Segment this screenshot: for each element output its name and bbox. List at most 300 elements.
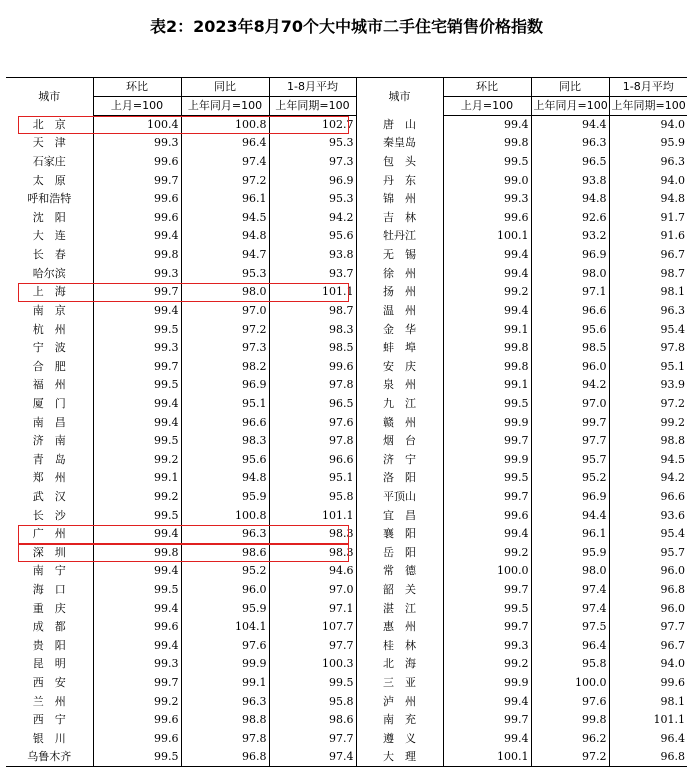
city-cell: 三 亚 — [356, 674, 443, 693]
index-cell: 94.0 — [609, 116, 687, 135]
city-cell: 大 理 — [356, 748, 443, 767]
index-cell: 94.8 — [609, 190, 687, 209]
index-cell: 97.7 — [269, 637, 356, 656]
index-cell: 94.4 — [531, 116, 609, 135]
index-cell: 94.5 — [609, 450, 687, 469]
index-cell: 94.5 — [181, 209, 269, 228]
index-cell: 99.3 — [443, 637, 531, 656]
index-cell: 99.8 — [443, 357, 531, 376]
index-cell: 98.7 — [269, 302, 356, 321]
index-cell: 99.7 — [93, 283, 181, 302]
table-row — [6, 302, 687, 321]
header-mom-right: 环比 — [443, 78, 531, 97]
city-cell: 济 宁 — [356, 450, 443, 469]
index-cell: 95.7 — [609, 544, 687, 563]
index-cell: 99.7 — [93, 357, 181, 376]
city-cell: 无 锡 — [356, 246, 443, 265]
city-cell: 平顶山 — [356, 488, 443, 507]
index-cell: 99.4 — [93, 227, 181, 246]
index-cell: 94.7 — [181, 246, 269, 265]
index-cell: 96.6 — [181, 413, 269, 432]
index-cell: 97.0 — [531, 395, 609, 414]
index-cell: 99.1 — [93, 469, 181, 488]
city-cell: 天 津 — [32, 136, 66, 150]
city-cell: 济 南 — [32, 434, 66, 448]
table-row — [6, 116, 687, 135]
city-cell: 宜 昌 — [356, 506, 443, 525]
table-row — [6, 227, 687, 246]
index-cell: 99.6 — [93, 209, 181, 228]
index-cell: 94.2 — [609, 469, 687, 488]
city-cell: 深 圳 — [32, 545, 66, 559]
city-cell: 合 肥 — [32, 359, 66, 373]
table-row — [6, 655, 687, 674]
index-cell: 100.8 — [181, 116, 269, 135]
city-cell: 唐 山 — [356, 116, 443, 135]
city-cell: 扬 州 — [356, 283, 443, 302]
header-mom-base-left: 上月=100 — [93, 97, 181, 116]
table-title: 表2：2023年8月70个大中城市二手住宅销售价格指数 — [149, 17, 544, 36]
header-yoy-base-left: 上年同月=100 — [181, 97, 269, 116]
index-cell: 95.7 — [531, 450, 609, 469]
index-cell: 99.3 — [93, 655, 181, 674]
index-cell: 96.0 — [609, 562, 687, 581]
city-cell: 贵 阳 — [32, 638, 66, 652]
index-cell: 97.2 — [181, 171, 269, 190]
index-cell: 98.5 — [269, 339, 356, 358]
index-cell: 95.2 — [531, 469, 609, 488]
index-cell: 101.1 — [269, 506, 356, 525]
index-cell: 99.3 — [93, 134, 181, 153]
index-cell: 96.8 — [609, 748, 687, 767]
header-yoy-left: 同比 — [181, 78, 269, 97]
table-row — [6, 376, 687, 395]
index-cell: 97.1 — [269, 599, 356, 618]
city-cell: 郑 州 — [32, 471, 66, 485]
city-cell: 岳 阳 — [356, 544, 443, 563]
city-cell: 九 江 — [356, 395, 443, 414]
index-cell: 99.7 — [531, 413, 609, 432]
index-cell: 99.3 — [93, 339, 181, 358]
index-cell: 95.3 — [181, 264, 269, 283]
table-row — [6, 581, 687, 600]
index-cell: 99.2 — [443, 655, 531, 674]
header-mom-left: 环比 — [93, 78, 181, 97]
index-cell: 96.3 — [609, 302, 687, 321]
index-cell: 99.3 — [93, 264, 181, 283]
table-row — [6, 692, 687, 711]
city-cell: 西 宁 — [32, 713, 66, 727]
index-cell: 96.8 — [609, 581, 687, 600]
index-cell: 97.3 — [181, 339, 269, 358]
table-row — [6, 320, 687, 339]
index-cell: 96.7 — [609, 637, 687, 656]
city-cell: 广 州 — [32, 527, 66, 541]
city-cell: 包 头 — [356, 153, 443, 172]
index-cell: 99.9 — [443, 674, 531, 693]
city-cell: 温 州 — [356, 302, 443, 321]
table-row — [6, 674, 687, 693]
city-cell: 洛 阳 — [356, 469, 443, 488]
index-cell: 99.4 — [443, 302, 531, 321]
index-cell: 97.1 — [531, 283, 609, 302]
index-cell: 100.0 — [531, 674, 609, 693]
index-cell: 94.4 — [531, 506, 609, 525]
index-cell: 95.6 — [531, 320, 609, 339]
city-cell: 沈 阳 — [32, 210, 66, 224]
index-cell: 95.4 — [609, 320, 687, 339]
index-cell: 98.1 — [609, 283, 687, 302]
index-cell: 99.3 — [443, 190, 531, 209]
table-row — [6, 562, 687, 581]
index-cell: 99.4 — [443, 116, 531, 135]
table-row — [6, 525, 687, 544]
city-cell: 北 京 — [32, 117, 66, 131]
index-cell: 99.2 — [93, 450, 181, 469]
table-row — [6, 246, 687, 265]
index-cell: 99.6 — [443, 209, 531, 228]
header-yoy-base-right: 上年同月=100 — [531, 97, 609, 116]
city-cell: 昆 明 — [32, 657, 66, 671]
city-cell: 大 连 — [32, 229, 66, 243]
index-cell: 96.3 — [531, 134, 609, 153]
index-cell: 99.5 — [443, 469, 531, 488]
city-cell: 遵 义 — [356, 730, 443, 749]
table-row — [6, 711, 687, 730]
city-cell: 上 海 — [32, 285, 66, 299]
index-cell: 100.1 — [443, 748, 531, 767]
header-mom-base-right: 上月=100 — [443, 97, 531, 116]
index-cell: 107.7 — [269, 618, 356, 637]
index-cell: 97.5 — [531, 618, 609, 637]
table-row — [6, 264, 687, 283]
index-cell: 99.6 — [93, 618, 181, 637]
index-cell: 99.6 — [609, 674, 687, 693]
index-cell: 101.1 — [609, 711, 687, 730]
index-cell: 99.7 — [443, 432, 531, 451]
index-cell: 96.0 — [531, 357, 609, 376]
index-cell: 99.4 — [93, 413, 181, 432]
city-cell: 南 昌 — [32, 415, 66, 429]
index-cell: 100.4 — [93, 116, 181, 135]
index-cell: 99.2 — [609, 413, 687, 432]
city-cell: 牡丹江 — [356, 227, 443, 246]
index-cell: 97.2 — [531, 748, 609, 767]
city-cell: 北 海 — [356, 655, 443, 674]
index-cell: 93.8 — [531, 171, 609, 190]
index-cell: 93.9 — [609, 376, 687, 395]
index-cell: 93.6 — [609, 506, 687, 525]
index-cell: 97.7 — [531, 432, 609, 451]
city-cell: 锦 州 — [356, 190, 443, 209]
index-cell: 97.4 — [531, 581, 609, 600]
index-cell: 94.2 — [269, 209, 356, 228]
index-cell: 98.3 — [269, 544, 356, 563]
index-cell: 99.4 — [443, 264, 531, 283]
index-cell: 93.8 — [269, 246, 356, 265]
header-yoy-right: 同比 — [531, 78, 609, 97]
index-cell: 97.8 — [269, 376, 356, 395]
index-cell: 97.7 — [269, 730, 356, 749]
index-cell: 98.8 — [609, 432, 687, 451]
index-cell: 99.4 — [443, 692, 531, 711]
index-cell: 99.6 — [93, 153, 181, 172]
index-cell: 99.5 — [93, 748, 181, 767]
index-cell: 99.6 — [93, 190, 181, 209]
city-cell: 海 口 — [32, 583, 66, 597]
index-cell: 99.5 — [93, 320, 181, 339]
city-cell: 西 安 — [32, 676, 66, 690]
city-cell: 宁 波 — [32, 341, 66, 355]
city-cell: 泸 州 — [356, 692, 443, 711]
index-cell: 99.4 — [93, 525, 181, 544]
index-cell: 93.7 — [269, 264, 356, 283]
index-cell: 97.8 — [609, 339, 687, 358]
index-cell: 99.6 — [269, 357, 356, 376]
index-cell: 100.1 — [443, 227, 531, 246]
index-cell: 98.1 — [609, 692, 687, 711]
index-cell: 99.7 — [443, 488, 531, 507]
index-cell: 91.7 — [609, 209, 687, 228]
index-cell: 96.1 — [181, 190, 269, 209]
index-cell: 96.0 — [181, 581, 269, 600]
index-cell: 99.4 — [93, 395, 181, 414]
header-city-right: 城市 — [356, 78, 443, 116]
index-cell: 99.6 — [93, 730, 181, 749]
city-cell: 金 华 — [356, 320, 443, 339]
city-cell: 丹 东 — [356, 171, 443, 190]
index-cell: 96.3 — [181, 692, 269, 711]
index-cell: 95.9 — [531, 544, 609, 563]
index-cell: 99.0 — [443, 171, 531, 190]
city-cell: 常 德 — [356, 562, 443, 581]
index-cell: 99.8 — [443, 134, 531, 153]
index-cell: 97.4 — [181, 153, 269, 172]
index-cell: 96.7 — [609, 246, 687, 265]
city-cell: 安 庆 — [356, 357, 443, 376]
table-row — [6, 488, 687, 507]
index-cell: 99.6 — [443, 506, 531, 525]
index-cell: 95.8 — [531, 655, 609, 674]
index-cell: 95.9 — [609, 134, 687, 153]
index-cell: 94.0 — [609, 171, 687, 190]
table-row — [6, 599, 687, 618]
index-cell: 100.8 — [181, 506, 269, 525]
index-cell: 96.9 — [531, 246, 609, 265]
index-cell: 95.1 — [609, 357, 687, 376]
index-cell: 99.9 — [443, 413, 531, 432]
index-cell: 99.5 — [93, 376, 181, 395]
index-cell: 98.3 — [269, 320, 356, 339]
index-cell: 99.5 — [443, 599, 531, 618]
table-row — [6, 748, 687, 767]
city-cell: 长 沙 — [32, 508, 66, 522]
header-avg-base-left: 上年同期=100 — [269, 97, 356, 116]
index-cell: 99.8 — [443, 339, 531, 358]
index-cell: 99.8 — [531, 711, 609, 730]
index-cell: 99.8 — [93, 246, 181, 265]
index-cell: 96.2 — [531, 730, 609, 749]
index-cell: 95.9 — [181, 599, 269, 618]
index-cell: 95.8 — [269, 488, 356, 507]
index-cell: 99.4 — [443, 730, 531, 749]
table-row — [6, 506, 687, 525]
index-cell: 98.0 — [531, 264, 609, 283]
index-cell: 99.5 — [443, 153, 531, 172]
city-cell: 泉 州 — [356, 376, 443, 395]
table-row — [6, 432, 687, 451]
table-row — [6, 339, 687, 358]
index-cell: 97.3 — [269, 153, 356, 172]
city-cell: 重 庆 — [32, 601, 66, 615]
index-cell: 99.2 — [443, 283, 531, 302]
index-cell: 99.6 — [93, 711, 181, 730]
index-cell: 99.4 — [443, 246, 531, 265]
header-row-sub — [6, 97, 687, 116]
index-cell: 96.9 — [531, 488, 609, 507]
index-cell: 99.4 — [443, 525, 531, 544]
table-row — [6, 637, 687, 656]
index-cell: 99.4 — [93, 302, 181, 321]
index-cell: 99.5 — [93, 581, 181, 600]
index-cell: 99.9 — [443, 450, 531, 469]
table-row — [6, 357, 687, 376]
table-row — [6, 153, 687, 172]
header-row-top — [6, 78, 687, 97]
index-cell: 99.5 — [93, 432, 181, 451]
header-avg-left: 1-8月平均 — [269, 78, 356, 97]
index-cell: 96.6 — [609, 488, 687, 507]
table-row — [6, 469, 687, 488]
index-cell: 102.7 — [269, 116, 356, 135]
index-cell: 96.9 — [181, 376, 269, 395]
index-cell: 91.6 — [609, 227, 687, 246]
index-cell: 99.7 — [93, 674, 181, 693]
index-cell: 94.8 — [531, 190, 609, 209]
city-cell: 青 岛 — [32, 452, 66, 466]
city-cell: 呼和浩特 — [27, 192, 72, 206]
city-cell: 秦皇岛 — [356, 134, 443, 153]
index-cell: 97.6 — [269, 413, 356, 432]
city-cell: 蚌 埠 — [356, 339, 443, 358]
city-cell: 兰 州 — [32, 694, 66, 708]
table-row — [6, 413, 687, 432]
city-cell: 徐 州 — [356, 264, 443, 283]
index-cell: 95.1 — [181, 395, 269, 414]
index-cell: 93.2 — [531, 227, 609, 246]
header-avg-right: 1-8月平均 — [609, 78, 687, 97]
index-cell: 104.1 — [181, 618, 269, 637]
index-cell: 99.1 — [443, 320, 531, 339]
table-row — [6, 395, 687, 414]
index-cell: 95.1 — [269, 469, 356, 488]
city-cell: 烟 台 — [356, 432, 443, 451]
index-cell: 98.2 — [181, 357, 269, 376]
table-row — [6, 209, 687, 228]
index-cell: 98.5 — [531, 339, 609, 358]
city-cell: 襄 阳 — [356, 525, 443, 544]
table-row — [6, 618, 687, 637]
city-cell: 南 充 — [356, 711, 443, 730]
index-cell: 99.7 — [93, 171, 181, 190]
table-row — [6, 190, 687, 209]
header-avg-base-right: 上年同期=100 — [609, 97, 687, 116]
city-cell: 惠 州 — [356, 618, 443, 637]
index-cell: 98.0 — [531, 562, 609, 581]
index-cell: 97.4 — [531, 599, 609, 618]
index-cell: 94.6 — [269, 562, 356, 581]
city-cell: 武 汉 — [32, 489, 66, 503]
table-row — [6, 171, 687, 190]
index-cell: 99.2 — [93, 488, 181, 507]
city-cell: 南 京 — [32, 303, 66, 317]
index-cell: 99.7 — [443, 618, 531, 637]
index-cell: 95.4 — [609, 525, 687, 544]
index-cell: 99.8 — [93, 544, 181, 563]
index-cell: 99.2 — [443, 544, 531, 563]
index-cell: 101.1 — [269, 283, 356, 302]
table-row — [6, 544, 687, 563]
index-cell: 95.6 — [269, 227, 356, 246]
index-cell: 99.1 — [443, 376, 531, 395]
city-cell: 银 川 — [32, 731, 66, 745]
index-cell: 96.5 — [531, 153, 609, 172]
city-cell: 乌鲁木齐 — [6, 748, 93, 767]
index-cell: 95.3 — [269, 190, 356, 209]
index-cell: 95.6 — [181, 450, 269, 469]
index-cell: 98.8 — [181, 711, 269, 730]
index-cell: 98.0 — [181, 283, 269, 302]
index-cell: 94.2 — [531, 376, 609, 395]
index-cell: 96.3 — [609, 153, 687, 172]
index-cell: 96.9 — [269, 171, 356, 190]
index-cell: 97.8 — [181, 730, 269, 749]
index-cell: 96.5 — [269, 395, 356, 414]
index-cell: 99.4 — [93, 599, 181, 618]
price-index-table — [6, 77, 687, 767]
index-cell: 96.4 — [531, 637, 609, 656]
table-row — [6, 283, 687, 302]
index-cell: 95.9 — [181, 488, 269, 507]
index-cell: 97.0 — [181, 302, 269, 321]
index-cell: 97.8 — [269, 432, 356, 451]
city-cell: 厦 门 — [32, 396, 66, 410]
header-city-left: 城市 — [6, 78, 93, 116]
index-cell: 96.1 — [531, 525, 609, 544]
city-cell: 石家庄 — [32, 155, 66, 169]
index-cell: 92.6 — [531, 209, 609, 228]
index-cell: 98.6 — [181, 544, 269, 563]
index-cell: 99.5 — [443, 395, 531, 414]
index-cell: 95.3 — [269, 134, 356, 153]
index-cell: 96.6 — [269, 450, 356, 469]
index-cell: 99.4 — [93, 562, 181, 581]
index-cell: 97.4 — [269, 748, 356, 767]
index-cell: 94.8 — [181, 227, 269, 246]
index-cell: 99.7 — [443, 711, 531, 730]
index-cell: 97.7 — [609, 618, 687, 637]
city-cell: 吉 林 — [356, 209, 443, 228]
index-cell: 100.0 — [443, 562, 531, 581]
table-row — [6, 730, 687, 749]
index-cell: 96.3 — [181, 525, 269, 544]
city-cell: 杭 州 — [32, 322, 66, 336]
index-cell: 96.0 — [609, 599, 687, 618]
index-cell: 98.7 — [609, 264, 687, 283]
city-cell: 太 原 — [32, 173, 66, 187]
index-cell: 98.3 — [181, 432, 269, 451]
index-cell: 95.8 — [269, 692, 356, 711]
